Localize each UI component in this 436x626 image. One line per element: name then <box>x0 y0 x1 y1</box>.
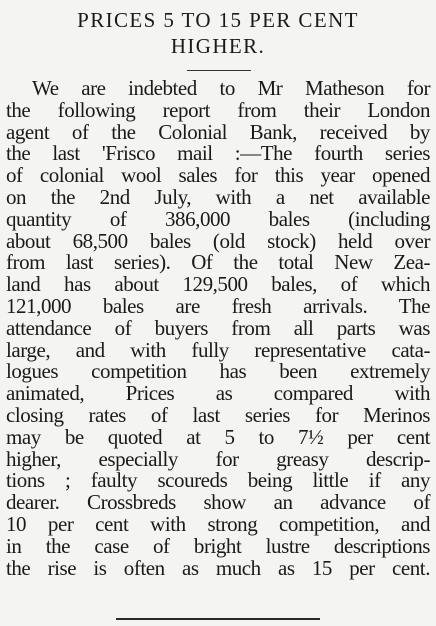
article-line: large, and with fully representative cata- <box>6 337 430 362</box>
article-line: land has about 129,500 bales, of which <box>6 272 430 297</box>
article-line: on the 2nd July, with a net available <box>6 184 430 209</box>
article-line: 121,000 bales are fresh arrivals. The <box>6 293 430 318</box>
article-line: We are indebted to Mr Matheson for <box>32 76 430 100</box>
article-line: from last series). Of the total New Zea- <box>6 250 430 275</box>
article-line: attendance of buyers from all parts was <box>6 315 430 340</box>
article-line: closing rates of last series for Merinos <box>6 402 430 427</box>
article-line: animated, Prices as compared with <box>6 381 430 406</box>
article-end-rule <box>116 618 320 620</box>
headline-divider <box>187 70 251 71</box>
article-line: in the case of bright lustre descriptions <box>6 533 430 558</box>
article-line: may be quoted at 5 to 7½ per cent <box>6 424 430 449</box>
article-line: tions ; faulty scoureds being little if any <box>6 468 430 493</box>
article-line: dearer. Crossbreds show an advance of <box>6 490 430 515</box>
article-line: logues competition has been extremely <box>6 359 430 384</box>
article-line: 10 per cent with strong competition, and <box>6 511 430 536</box>
article-line: the following report from their London <box>6 97 430 122</box>
article-body <box>6 78 430 579</box>
article-line: about 68,500 bales (old stock) held over <box>6 228 430 253</box>
article-line-last: the rise is often as much as 15 per cent. <box>6 555 430 580</box>
article-line: the last 'Frisco mail :—The fourth series <box>6 141 430 166</box>
article-line: agent of the Colonial Bank, received by <box>6 119 430 144</box>
article-line: higher, especially for greasy descrip- <box>6 446 430 471</box>
article-line: quantity of 386,000 bales (including <box>6 206 430 231</box>
headline-line-2: HIGHER. <box>170 34 266 58</box>
headline-line-1: PRICES 5 TO 15 PER CENT <box>77 8 359 32</box>
article-line: of colonial wool sales for this year opened <box>6 163 430 188</box>
